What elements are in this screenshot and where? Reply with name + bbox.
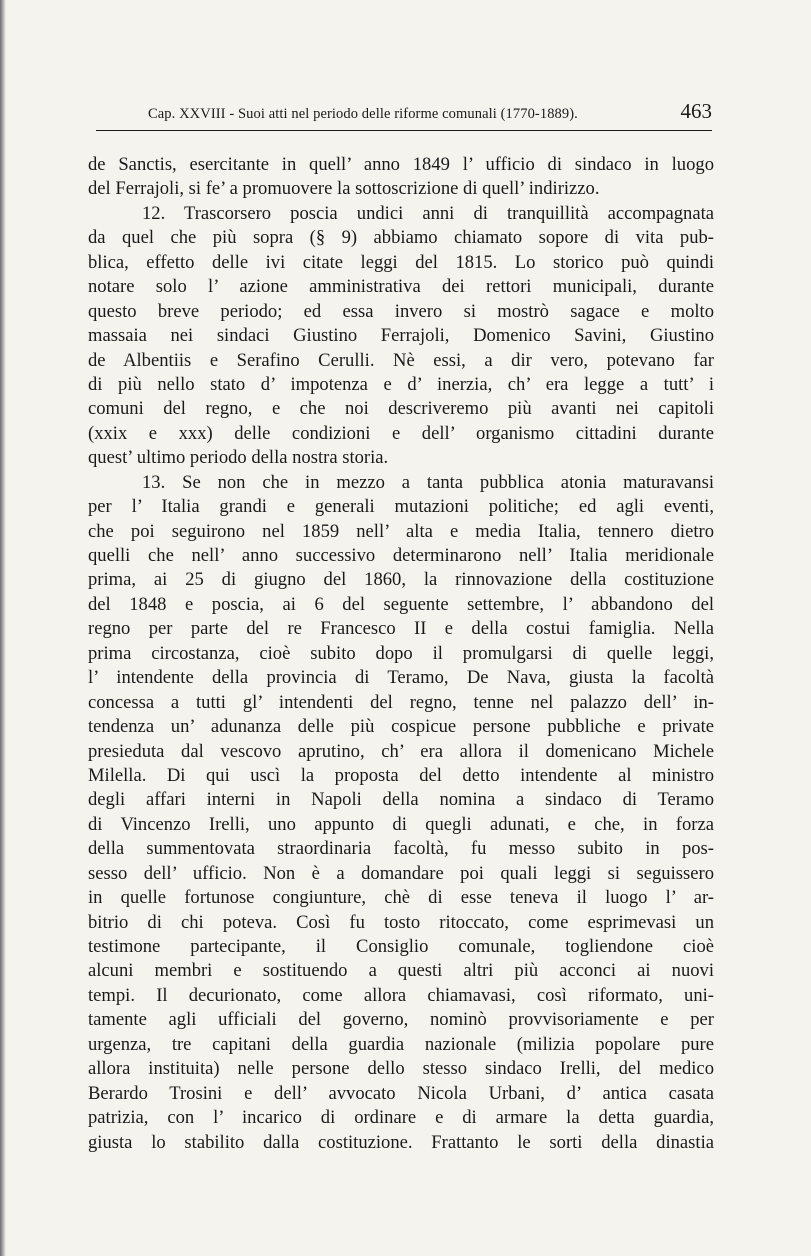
text-line: del 1848 e poscia, ai 6 del seguente settembre, l’ abbandono del [88,593,714,615]
page-binding-shadow [0,0,6,1256]
text-line: Berardo Trosini e dell’ avvocato Nicola Urbani, d’ antica casata [88,1082,714,1104]
text-line: sesso dell’ ufficio. Non è a domandare poi quali leggi si seguissero [88,862,714,884]
text-line: di più nello stato d’ impotenza e d’ inerzia, ch’ era legge a tutt’ i [88,373,714,395]
text-line: Milella. Di qui uscì la proposta del detto intendente al ministro [88,764,714,786]
text-line: notare solo l’ azione amministrativa dei rettori municipali, durante [88,276,714,298]
text-line: della summentovata straordinaria facoltà, fu messo subito in pos- [88,838,714,860]
text-line: alcuni membri e sostituendo a questi altri più acconci ai nuovi [88,960,714,982]
text-line: degli affari interni in Napoli della nomina a sindaco di Teramo [88,789,714,811]
page-number: 463 [680,99,712,123]
text-line: l’ intendente della provincia di Teramo, De Nava, giusta la facoltà [88,667,714,689]
text-line: blica, effetto delle ivi citate leggi del 1815. Lo storico può quindi [88,251,714,273]
text-line: quest’ ultimo periodo della nostra storia. [88,447,389,469]
body-text [88,153,714,1155]
text-line: testimone partecipante, il Consiglio comunale, togliendone cioè [88,936,714,957]
text-line: da quel che più sopra (§ 9) abbiamo chiamato sopore di vita pub- [88,227,714,249]
text-line: che poi seguirono nel 1859 nell’ alta e media Italia, tennero dietro [88,520,714,542]
text-line: in quelle fortunose congiunture, chè di esse teneva il luogo l’ ar- [88,887,714,909]
text-line: comuni del regno, e che noi descriveremo più avanti nei capitoli [88,398,714,420]
text-line: 12. Trascorsero poscia undici anni di tranquillità accompagnata [142,202,714,224]
text-line: massaia nei sindaci Giustino Ferrajoli, Domenico Savini, Giustino [88,325,714,347]
text-line: prima circostanza, cioè subito dopo il promulgarsi di quelle leggi, [88,642,714,664]
text-line: giusta lo stabilito dalla costituzione. Frattanto le sorti della dinastia [88,1131,714,1153]
text-line: patrizia, con l’ incarico di ordinare e di armare la detta guardia, [88,1107,714,1129]
text-line: 13. Se non che in mezzo a tanta pubblica atonia maturavansi [142,471,714,493]
text-line: urgenza, tre capitani della guardia nazionale (milizia popolare pure [88,1033,714,1055]
chapter-title: Cap. XXVIII - Suoi atti nel periodo delle riforme comunali (1770-1889). [148,106,578,122]
running-header [96,96,712,131]
text-line: di Vincenzo Irelli, uno appunto di quegli adunati, e che, in forza [88,813,714,835]
text-line: de Albentiis e Serafino Cerulli. Nè essi, a dir vero, potevano far [88,349,714,371]
text-line: presieduta dal vescovo aprutino, ch’ era allora il domenicano Michele [88,740,714,762]
text-line: regno per parte del re Francesco II e della costui famiglia. Nella [88,618,714,640]
text-line: per l’ Italia grandi e generali mutazioni politiche; ed agli eventi, [88,496,714,518]
text-line: prima, ai 25 di giugno del 1860, la rinnovazione della costituzione [88,569,714,591]
text-line: tempi. Il decurionato, come allora chiamavasi, così riformato, uni- [88,984,714,1006]
text-line: questo breve periodo; ed essa invero si mostrò sagace e molto [88,300,714,322]
text-line: quelli che nell’ anno successivo determinarono nell’ Italia meridionale [88,545,714,566]
text-line: del Ferrajoli, si fe’ a promuovere la sottoscrizione di quell’ indirizzo. [88,178,600,200]
text-line: concessa a tutti gl’ intendenti del regno, tenne nel palazzo dell’ in- [88,691,714,713]
text-line: (xxix e xxx) delle condizioni e dell’ organismo cittadini durante [88,422,714,444]
text-line: tamente agli ufficiali del governo, nominò provvisoriamente e per [88,1009,714,1031]
text-line: de Sanctis, esercitante in quell’ anno 1849 l’ ufficio di sindaco in luogo [88,154,714,175]
text-line: allora instituita) nelle persone dello stesso sindaco Irelli, del medico [88,1058,714,1080]
text-line: tendenza un’ adunanza delle più cospicue persone pubbliche e private [88,716,714,738]
text-line: bitrio di chi poteva. Così fu tosto ritoccato, come esprimevasi un [88,911,714,933]
